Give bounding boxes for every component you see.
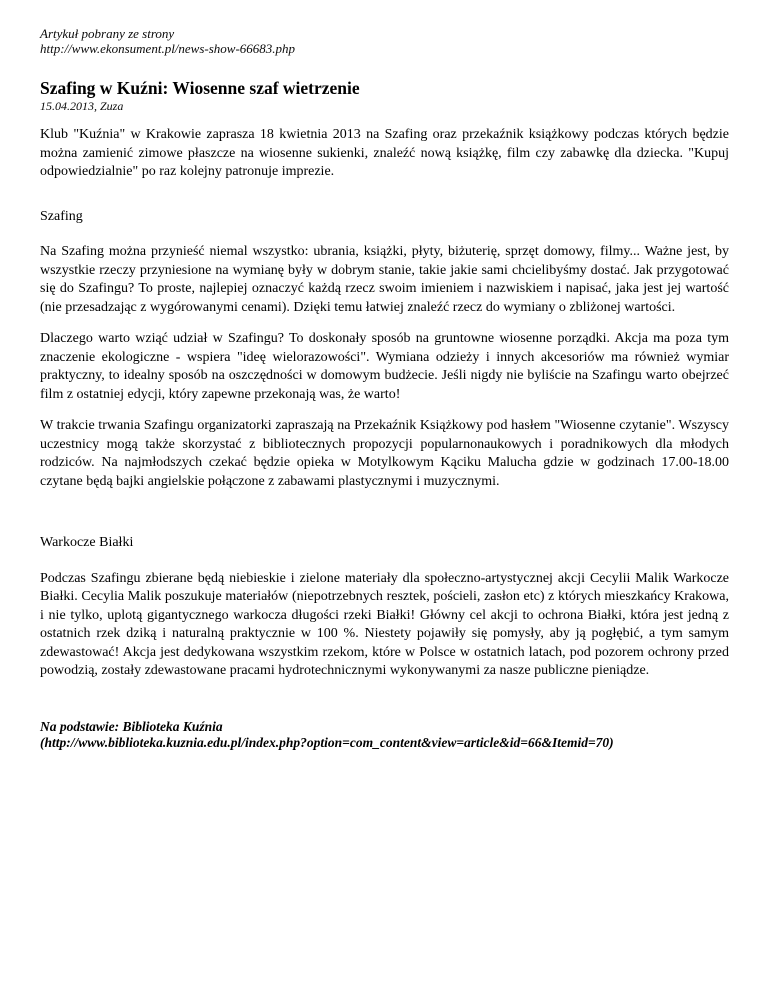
source-attribution xyxy=(40,719,729,752)
paragraph-warkocze-1: Podczas Szafingu zbierane będą niebieskie i zielone materiały dla społeczno-artystycznej akcji Cecylii Malik Warkocze Białki. Cecylia Malik poszukuje materiałów (niepotrzebnych resztek, pościeli, zasłon etc) z których mieszkańcy Krakowa, i nie tylko, uplotą gigantycznego warkocza długości rzeki Białki! Główny cel akcji to ochrona Białki, która jest jedną z ostatnich rzek dziką i naturalną praktycznie w 100 %. Niestety pojawiły się pomysły, aby ją pogłębić, a tym samym zdewastować! Akcja jest dedykowana wszystkim rzekom, które w Polsce w ostatnich latach, pod pozorem ochrony przed powodzią, zostały zdewastowane pracami hydrotechnicznymi wykonywanymi za nasze publiczne pieniądze. xyxy=(40,570,729,678)
source-note-text: Artykuł pobrany ze strony xyxy=(40,26,175,41)
source-attribution-url: (http://www.biblioteka.kuznia.edu.pl/index.php?option=com_content&view=article&id=66&Itemid=70) xyxy=(40,735,614,750)
lead-paragraph: Klub "Kuźnia" w Krakowie zaprasza 18 kwietnia 2013 na Szafing oraz przekaźnik książkowy podczas których będzie można zamienić zimowe płaszcze na wiosenne sukienki, znaleźć nową książkę, film czy zabawkę dla dziecka. "Kupuj odpowiedzialnie" po raz kolejny patronuje imprezie. xyxy=(40,127,729,179)
source-note xyxy=(40,26,729,56)
article-byline: 15.04.2013, Zuza xyxy=(40,99,124,113)
paragraph-szafing-2: Dlaczego warto wziąć udział w Szafingu? To doskonały sposób na gruntowne wiosenne porządki. Akcja ma poza tym znaczenie ekologiczne - wspiera "ideę wielorazowości". Wymiana odzieży i innych akcesoriów ma również wymiar praktyczny, to idealny sposób na oszczędności w domowym budżecie. Jeśli nigdy nie byliście na Szafingu warto obejrzeć film z ostatniej edycji, który zapewne przekonają was, że warto! xyxy=(40,331,729,402)
section-heading-warkocze-bialki: Warkocze Białki xyxy=(40,535,134,550)
section-heading-szafing: Szafing xyxy=(40,208,83,224)
source-attribution-text: Na podstawie: Biblioteka Kuźnia xyxy=(40,718,223,734)
paragraph-szafing-3: W trakcie trwania Szafingu organizatorki zapraszają na Przekaźnik Książkowy pod hasłem "Wiosenne czytanie". Wszyscy uczestnicy mogą także skorzystać z bibliotecznych propozycji popularnonaukowych i poradnikowych dla młodych rodziców. Na najmłodszych czekać będzie opieka w Motylkowym Kąciku Malucha gdzie w godzinach 17.00-18.00 czytane będą bajki angielskie połączone z zabawami plastycznymi i muzycznymi. xyxy=(40,418,729,489)
paragraph-szafing-1: Na Szafing można przynieść niemal wszystko: ubrania, książki, płyty, biżuterię, sprzęt domowy, filmy... Ważne jest, by wszystkie rzeczy przyniesione na wymianę były w dobrym stanie, takie jakie sami chcielibyśmy dostać. Jak przygotować się do Szafingu? To proste, najlepiej oznaczyć każdą rzecz swoim imieniem i nazwiskiem i napisać, jaka jest jej wartość (nie przesadzając z wygórowanymi cenami). Dzięki temu łatwiej znaleźć rzecz do wymiany o zbliżonej wartości. xyxy=(40,244,729,315)
source-note-url: http://www.ekonsument.pl/news-show-66683.php xyxy=(40,41,296,56)
article-title: Szafing w Kuźni: Wiosenne szaf wietrzenie xyxy=(40,78,360,98)
